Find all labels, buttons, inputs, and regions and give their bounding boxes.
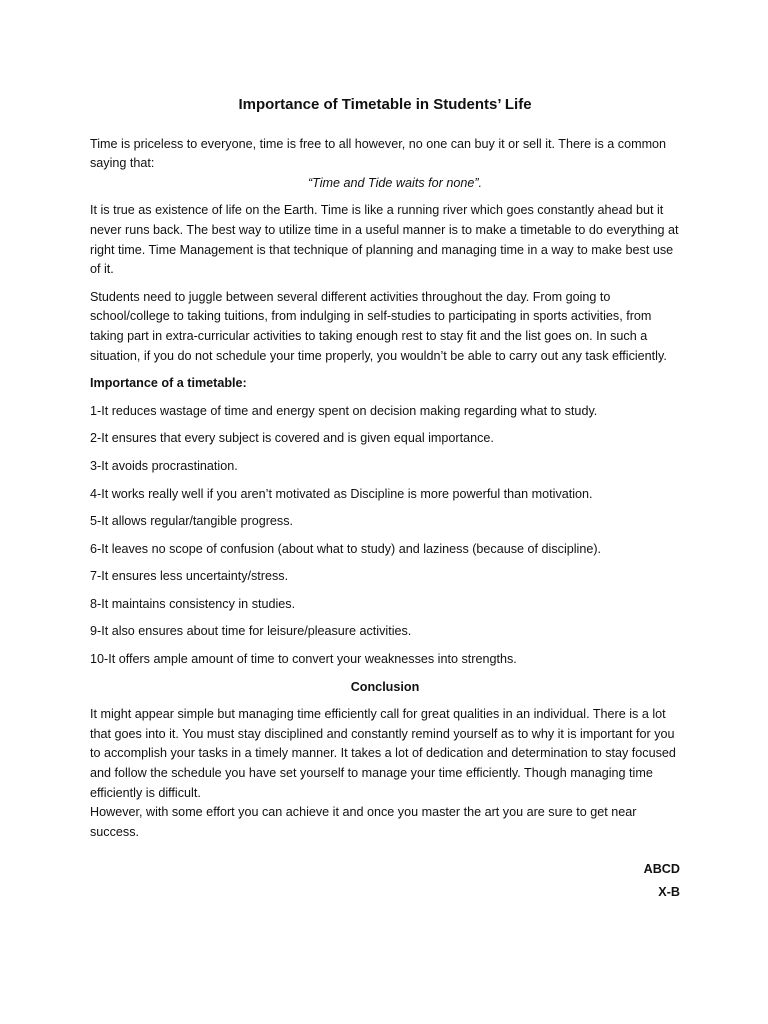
intro-paragraph: Time is priceless to everyone, time is free to all however, no one can buy it or sell it. There is a common saying that:: [90, 136, 667, 171]
paragraph-3: Students need to juggle between several different activities throughout the day. From going to school/college to taking tuitions, from indulging in self-studies to participating in sports activities, from taking part in extra-curricular activities to taking enough rest to stay fit and the list goes on. In such a situation, if you do not schedule your time properly, you wouldn’t be able to carry out any task efficiently.: [90, 289, 667, 363]
importance-heading: Importance of a timetable:: [90, 376, 247, 391]
importance-list: [90, 402, 680, 670]
list-item: 6-It leaves no scope of confusion (about what to study) and laziness (because of discipline).: [90, 541, 602, 556]
quote-text: “Time and Tide waits for none”.: [307, 175, 483, 190]
list-item: 7-It ensures less uncertainty/stress.: [90, 569, 289, 584]
list-item: 1-It reduces wastage of time and energy spent on decision making regarding what to study.: [90, 403, 598, 418]
list-item: 9-It also ensures about time for leisure/pleasure activities.: [90, 624, 412, 639]
paragraph-2: It is true as existence of life on the Earth. Time is like a running river which goes constantly ahead but it never runs back. The best way to utilize time in a useful manner is to make a timetable to do everything at right time. Time Management is that technique of planning and managing time in a way to make best use of it.: [90, 203, 679, 277]
list-item: 5-It allows regular/tangible progress.: [90, 514, 294, 529]
signature-class: X-B: [658, 885, 680, 899]
signature-block: [90, 860, 680, 902]
conclusion-heading: Conclusion: [350, 679, 420, 694]
list-item: 10-It offers ample amount of time to convert your weaknesses into strengths.: [90, 652, 517, 667]
list-item: 4-It works really well if you aren’t motivated as Discipline is more powerful than motivation.: [90, 486, 593, 501]
conclusion-paragraph-1: It might appear simple but managing time efficiently call for great qualities in an individual. There is a lot that goes into it. You must stay disciplined and constantly remind yourself as to why it is important for you to accomplish your tasks in a timely manner. It takes a lot of dedication and determination to stay focused and follow the schedule you have set yourself to manage your time efficiently. Though managing time efficiently is difficult.: [90, 707, 676, 800]
document-page: [90, 95, 680, 906]
document-title: Importance of Timetable in Students’ Life: [238, 96, 532, 113]
signature-name: ABCD: [643, 862, 680, 877]
conclusion-paragraph-2: However, with some effort you can achieve it and once you master the art you are sure to get near success.: [90, 805, 637, 839]
list-item: 3-It avoids procrastination.: [90, 458, 238, 473]
list-item: 2-It ensures that every subject is covered and is given equal importance.: [90, 431, 494, 446]
list-item: 8-It maintains consistency in studies.: [90, 596, 296, 611]
